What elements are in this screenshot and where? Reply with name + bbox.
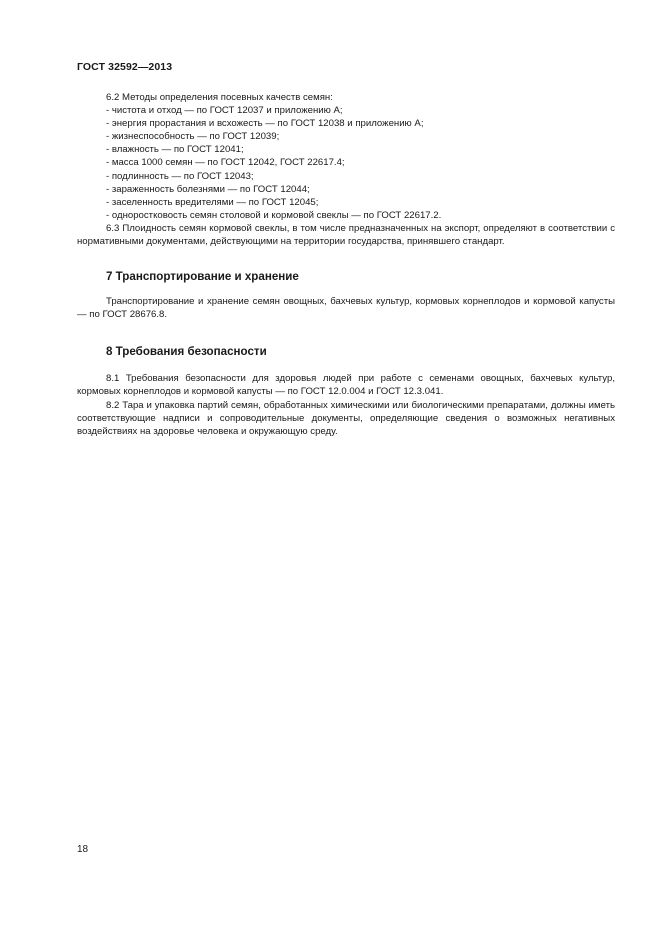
section-7-text: Транспортирование и хранение семян овощных, бахчевых культур, кормовых корнеплодов и кормовой капусты — по ГОСТ 28676.8. [77,296,615,321]
method-list-item: - подлинность — по ГОСТ 12043; [106,170,254,182]
section-6-continuation [77,91,615,248]
method-list-item: - энергия прорастания и всхожесть — по ГОСТ 12038 и приложению А; [106,118,424,130]
paragraph-6-2-intro: 6.2 Методы определения посевных качеств семян: [106,92,333,103]
section-7 [77,269,615,321]
document-code-header: ГОСТ 32592—2013 [77,61,173,73]
method-list-item: - чистота и отход — по ГОСТ 12037 и приложению А; [106,105,343,117]
method-list-item: - влажность — по ГОСТ 12041; [106,144,244,156]
document-body [77,91,615,438]
section-7-heading: 7 Транспортирование и хранение [106,270,299,284]
method-list-item: - масса 1000 семян — по ГОСТ 12042, ГОСТ 22617.4; [106,157,345,169]
method-list-item: - одноростковость семян столовой и кормовой свеклы — по ГОСТ 22617.2. [106,209,442,221]
paragraph-6-3: 6.3 Плоидность семян кормовой свеклы, в том числе предназначенных на экспорт, определяют в соответствии с нормативными документами, действующими на территории государства, принявшего стандарт. [77,222,615,248]
paragraph-8-1: 8.1 Требования безопасности для здоровья людей при работе с семенами овощных, бахчевых культур, кормовых корнеплодов и кормовой капусты — по ГОСТ 12.0.004 и ГОСТ 12.3.041. [77,373,615,398]
section-8 [77,344,615,437]
method-list-item: - заселенность вредителями — по ГОСТ 12045; [106,196,319,208]
page-number: 18 [77,844,89,855]
paragraph-8-2: 8.2 Тара и упаковка партий семян, обработанных химическими или биологическими препаратами, должны иметь соответствующие надписи и сопроводительные документы, определяющие сведения о возможных негативных воздействиях на здоровье человека и окружающую среду. [77,399,615,437]
section-8-heading: 8 Требования безопасности [106,345,267,359]
method-list-item: - зараженность болезнями — по ГОСТ 12044; [106,183,310,195]
method-list-item: - жизнеспособность — по ГОСТ 12039; [106,131,280,143]
